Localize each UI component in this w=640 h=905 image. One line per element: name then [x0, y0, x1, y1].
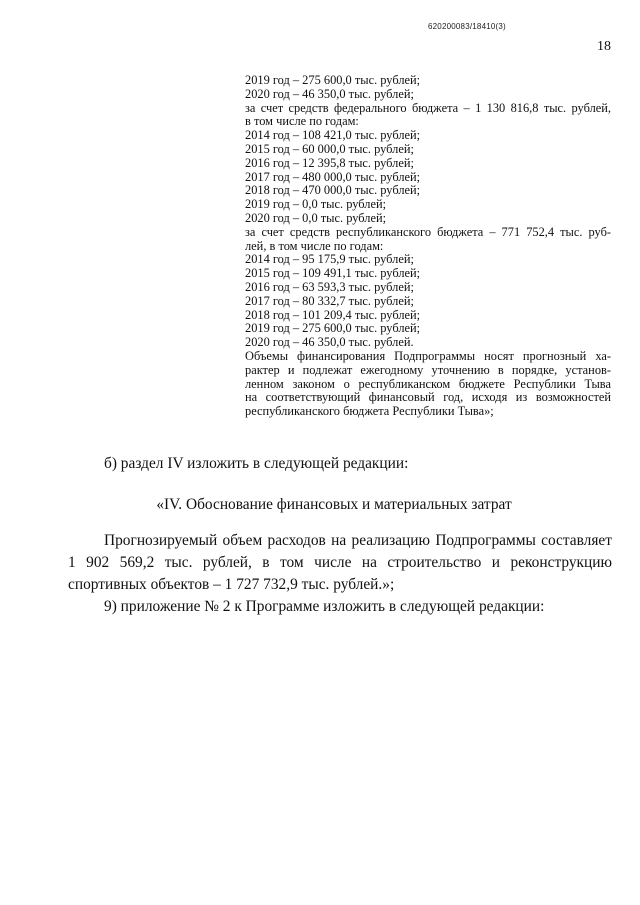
financing-line: 2014 год – 108 421,0 тыс. рублей;: [245, 128, 421, 143]
financing-line: 2014 год – 95 175,9 тыс. рублей;: [245, 252, 414, 267]
financing-line: 2018 год – 101 209,4 тыс. рублей;: [245, 307, 421, 322]
financing-line: в том числе по годам:: [245, 114, 359, 129]
financing-line: Объемы финансирования Подпрограммы носят прогнозный ха-: [245, 348, 611, 363]
financing-table-cell-text: [245, 74, 611, 419]
financing-line: 2020 год – 46 350,0 тыс. рублей.: [245, 335, 414, 350]
financing-line: республиканского бюджета Республики Тыва»;: [245, 404, 494, 419]
financing-line: 2015 год – 109 491,1 тыс. рублей;: [245, 266, 421, 281]
financing-line: 2016 год – 63 593,3 тыс. рублей;: [245, 279, 414, 294]
page-number: 18: [597, 39, 611, 54]
instruction-paragraph-b: б) раздел IV изложить в следующей редакции:: [104, 455, 409, 472]
financing-line: лей, в том числе по годам:: [245, 238, 384, 253]
financing-line: 2017 год – 480 000,0 тыс. рублей;: [245, 169, 421, 184]
financing-line: за счет средств федерального бюджета – 1 130 816,8 тыс. рублей,: [245, 100, 611, 115]
financing-line: ленном законом о республиканском бюджете Республики Тыва: [245, 376, 611, 391]
financing-line: 2020 год – 46 350,0 тыс. рублей;: [245, 86, 414, 101]
financing-line: 2015 год – 60 000,0 тыс. рублей;: [245, 141, 414, 156]
financing-line: 2019 год – 0,0 тыс. рублей;: [245, 197, 387, 212]
document-id: 620200083/18410(3): [428, 22, 506, 31]
financing-line: 2020 год – 0,0 тыс. рублей;: [245, 210, 387, 225]
financing-line: 2016 год – 12 395,8 тыс. рублей;: [245, 155, 414, 170]
financing-line: за счет средств республиканского бюджета – 771 752,4 тыс. руб-: [245, 224, 611, 239]
financing-line: 2017 год – 80 332,7 тыс. рублей;: [245, 293, 414, 308]
forecast-paragraph: Прогнозируемый объем расходов на реализацию Подпрограммы составляет 1 902 569,2 тыс. рублей, в том числе на строительство и реконструкцию спортивных объектов – 1 727 732,9 тыс. рублей.»;: [68, 532, 612, 593]
section-heading: «IV. Обоснование финансовых и материальных затрат: [156, 496, 512, 513]
financing-line: рактер и подлежат ежегодному уточнению в порядке, установ-: [245, 362, 611, 377]
financing-line: 2019 год – 275 600,0 тыс. рублей;: [245, 321, 421, 336]
financing-line: на соответствующий финансовый год, исходя из возможностей: [245, 390, 611, 405]
financing-line: 2019 год – 275 600,0 тыс. рублей;: [245, 73, 421, 87]
instruction-paragraph-9: 9) приложение № 2 к Программе изложить в следующей редакции:: [104, 598, 545, 615]
financing-line: 2018 год – 470 000,0 тыс. рублей;: [245, 183, 421, 198]
